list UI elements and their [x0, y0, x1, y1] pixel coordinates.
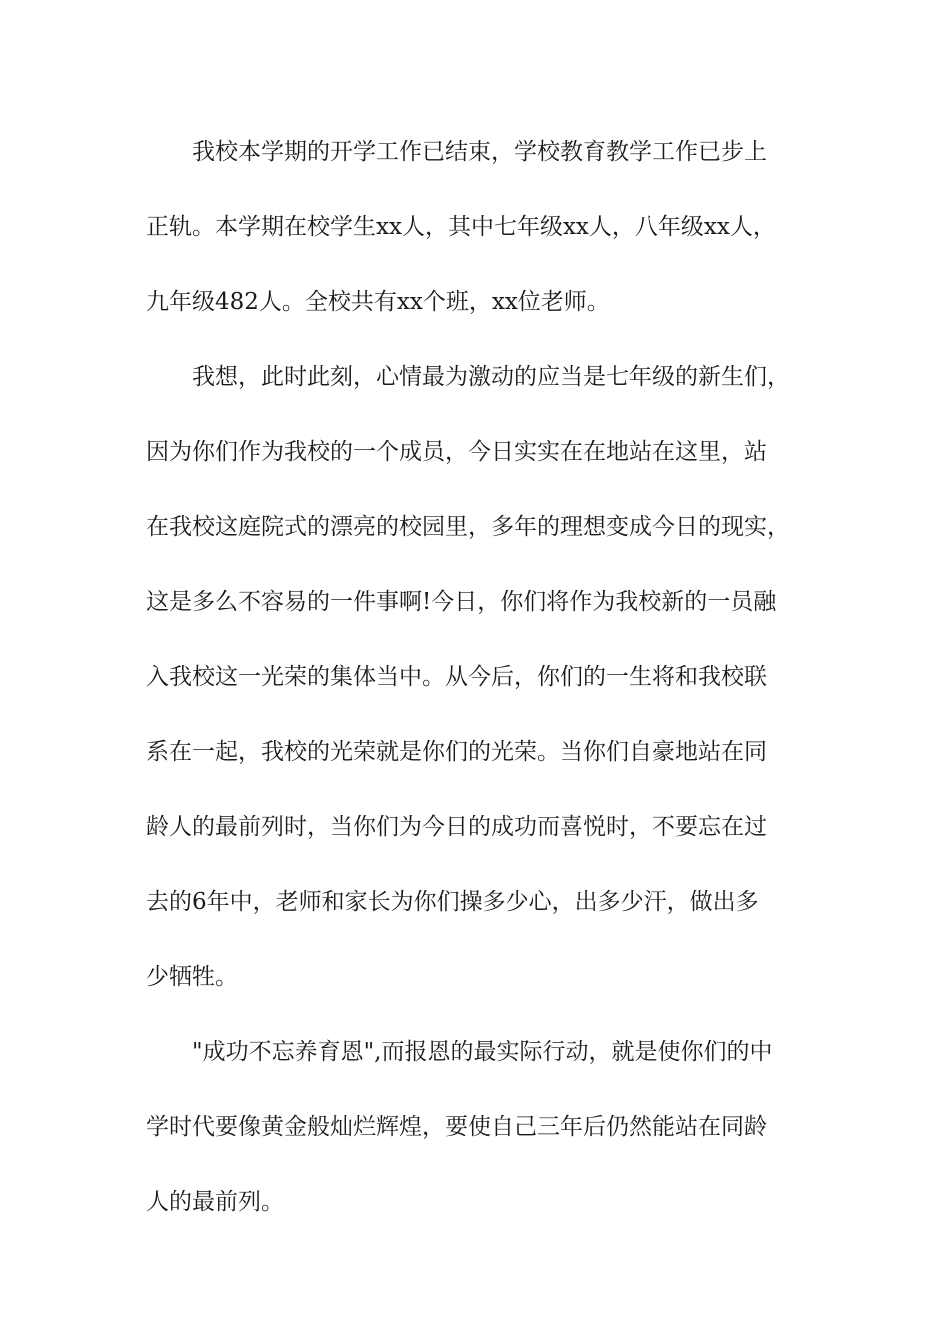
paragraph-1-line-1: 我校本学期的开学工作已结束，学校教育教学工作已步上 [192, 139, 767, 165]
paragraph-2-line-7: 龄人的最前列时，当你们为今日的成功而喜悦时，不要忘在过 [146, 814, 767, 840]
paragraph-1-line-2: 正轨。本学期在校学生xx人，其中七年级xx人，八年级xx人， [146, 214, 776, 240]
paragraph-3-line-3: 人的最前列。 [146, 1189, 284, 1215]
paragraph-2-line-3: 在我校这庭院式的漂亮的校园里，多年的理想变成今日的现实， [146, 514, 790, 540]
paragraph-2-line-4: 这是多么不容易的一件事啊!今日，你们将作为我校新的一员融 [146, 589, 777, 615]
paragraph-3-line-2: 学时代要像黄金般灿烂辉煌，要使自己三年后仍然能站在同龄 [146, 1114, 767, 1140]
paragraph-2-line-8: 去的6年中，老师和家长为你们操多少心，出多少汗，做出多 [146, 889, 759, 915]
paragraph-2-line-6: 系在一起，我校的光荣就是你们的光荣。当你们自豪地站在同 [146, 739, 767, 765]
paragraph-2-line-5: 入我校这一光荣的集体当中。从今后，你们的一生将和我校联 [146, 664, 767, 690]
paragraph-2-line-9: 少牺牲。 [146, 964, 238, 990]
paragraph-1-line-3: 九年级482人。全校共有xx个班，xx位老师。 [146, 289, 610, 315]
paragraph-2-line-2: 因为你们作为我校的一个成员，今日实实在在地站在这里，站 [146, 439, 767, 465]
paragraph-3-line-1: "成功不忘养育恩",而报恩的最实际行动，就是使你们的中 [192, 1039, 773, 1065]
paragraph-2-line-1: 我想，此时此刻，心情最为激动的应当是七年级的新生们， [192, 364, 790, 390]
